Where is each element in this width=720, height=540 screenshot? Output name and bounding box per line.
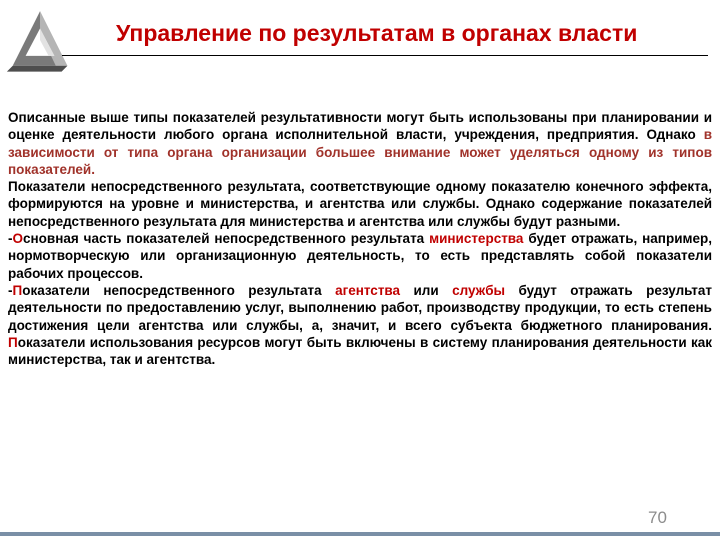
paragraph-text: оказатели непосредственного результата bbox=[22, 282, 336, 298]
highlighted-text: П bbox=[8, 334, 18, 350]
paragraph-text: будет отражать, например, нормотворческую или организационную деятельность, то есть представлять собой показатели рабочих процессов. bbox=[8, 231, 712, 281]
paragraph-text: сновная часть показателей непосредственного результата bbox=[23, 231, 430, 247]
paragraph-text: - bbox=[8, 282, 13, 298]
paragraph-text: оказатели использования ресурсов могут быть включены в систему планирования деятельности как министерства, так и агентства. bbox=[8, 334, 712, 368]
body-paragraph bbox=[8, 109, 712, 178]
body-paragraph bbox=[8, 230, 712, 282]
footer-bar bbox=[0, 532, 720, 536]
body-paragraph bbox=[8, 282, 712, 368]
paragraph-text: Показатели непосредственного результата, соответствующие одному показателю конечного эффекта, формируются на уровне и министерства, и агентства или службы. Однако содержание показателей непосредственного результата для министерства и агентства или службы будут разными. bbox=[8, 179, 712, 229]
paragraph-text: будут отражать результат деятельности по предоставлению услуг, выполнению работ, производству продукции, то есть степень достижения цели агентства или службы, а, значит, и всего субъекта бюджетного планирования. bbox=[8, 282, 712, 333]
page-number: 70 bbox=[648, 508, 667, 527]
slide-body-text bbox=[8, 109, 712, 368]
highlighted-text: П bbox=[12, 282, 23, 298]
title-divider bbox=[62, 55, 708, 56]
highlighted-text: О bbox=[12, 231, 24, 247]
paragraph-text: или bbox=[400, 282, 453, 298]
highlighted-text: министерства bbox=[429, 231, 524, 247]
body-paragraph bbox=[8, 178, 712, 230]
slide-title: Управление по результатам в органах власти bbox=[116, 20, 638, 46]
highlighted-text: службы bbox=[452, 282, 506, 298]
penrose-triangle-logo-icon bbox=[4, 4, 76, 76]
highlighted-text: агентства bbox=[335, 282, 401, 298]
paragraph-text: Описанные выше типы показателей результативности могут быть использованы при планировании и оценке деятельности любого органа исполнительной власти, учреждения, предприятия. Однако bbox=[8, 110, 712, 143]
highlighted-text: в зависимости от типа органа организации большее внимание может уделяться одному из типов показателей. bbox=[8, 127, 712, 177]
paragraph-text: - bbox=[8, 231, 13, 247]
